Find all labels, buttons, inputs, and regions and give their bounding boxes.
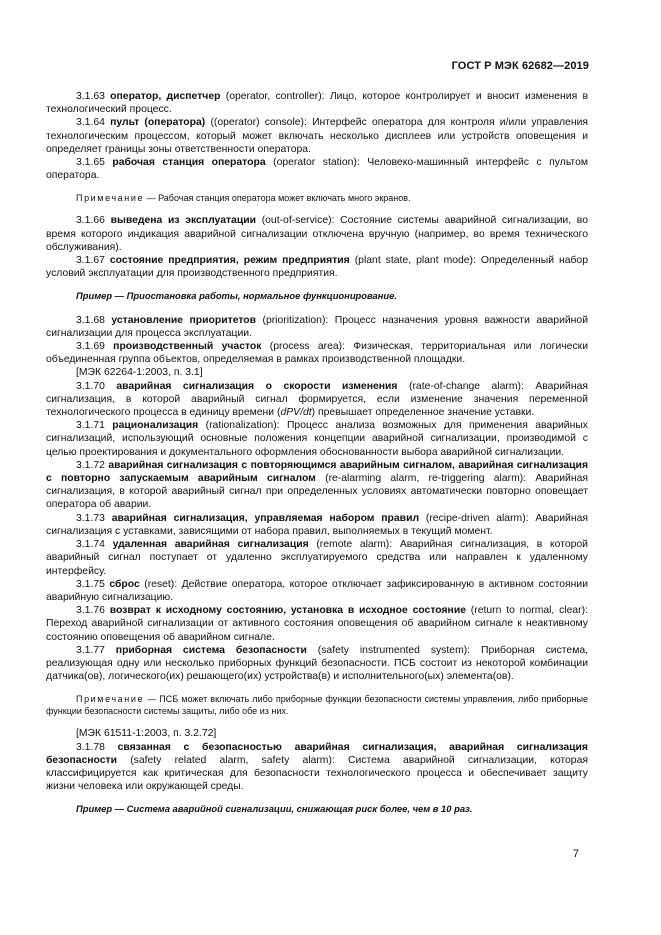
- example-1: Пример — Приостановка работы, нормальное функционирование.: [76, 290, 397, 302]
- term-name: аварийная сигнализация о скорости изменения: [116, 380, 398, 392]
- term-number: 3.1.72: [76, 459, 109, 471]
- term-number: 3.1.77: [76, 644, 116, 656]
- note-label: Примечание: [76, 193, 145, 204]
- term-entry-3-1-68: [46, 314, 588, 340]
- term-definition: (rationalization): Процесс анализа возможных для применения аварийных сигнализаций, использующий основные положения концепции аварийной сигнализации, производимой с целью проектирования и документального оформления обоснованности выбора аварийной сигнализации.: [46, 420, 588, 458]
- term-entry-3-1-73: [46, 512, 588, 538]
- term-entry-3-1-63: [46, 90, 588, 116]
- term-entry-3-1-78: [46, 741, 588, 794]
- term-number: 3.1.66: [76, 215, 111, 227]
- term-definition: (remote alarm): Аварийная сигнализация, в которой аварийный сигнал поступает от удаленно эксплуатируемого средства или направлен к удаленному интерфейсу.: [46, 539, 588, 577]
- term-number: 3.1.63: [76, 91, 111, 102]
- term-entry-3-1-69: [46, 340, 588, 366]
- term-definition: (operator, controller): Лицо, которое контролирует и вносит изменения в технологический процесс.: [46, 91, 589, 116]
- term-name: удаленная аварийная сигнализация: [112, 539, 309, 551]
- term-number: 3.1.76: [76, 605, 110, 617]
- formula: dPV/dt: [280, 407, 312, 419]
- reference-2: [МЭК 61511-1:2003, п. 3.2.72]: [76, 728, 217, 740]
- term-name: выведена из эксплуатации: [110, 215, 256, 227]
- term-definition: (plant state, plant mode): Определенный набор условий эксплуатации для производственного предприятия.: [46, 255, 588, 280]
- term-definition: (re-alarming alarm, re-triggering alarm): Аварийная сигнализация, в которой аварийный сигнал при определенных условиях автоматически повторно оповещает оператора об аварии.: [46, 473, 588, 511]
- note-label: Примечание: [76, 694, 145, 705]
- term-number: 3.1.78: [76, 741, 118, 753]
- term-number: 3.1.65: [76, 157, 113, 169]
- term-number: 3.1.71: [76, 420, 113, 432]
- term-number: 3.1.68: [76, 314, 112, 326]
- document-body: [46, 90, 588, 827]
- term-name: приборная система безопасности: [115, 644, 307, 656]
- term-definition: (out-of-service): Состояние системы аварийной сигнализации, во время которого индикация аварийной сигнализации отключена вручную (например, во время технического обслуживания).: [46, 215, 588, 253]
- term-entry-3-1-65: [46, 156, 588, 182]
- term-name: связанная с безопасностью аварийная сигнализация, аварийная сигнализация безопасности: [46, 741, 588, 766]
- term-name: аварийная сигнализация, управляемая набором правил: [111, 512, 420, 524]
- term-entry-3-1-77: [46, 644, 588, 684]
- term-definition: (recipe-driven alarm): Аварийная сигнализация с уставками, зависящими от набора правил, выполняемых в текущий момент.: [46, 512, 588, 537]
- term-number: 3.1.67: [76, 255, 110, 267]
- term-definition: (operator station): Человеко-машинный интерфейс с пультом оператора.: [46, 157, 588, 182]
- term-entry-3-1-70: [46, 380, 588, 420]
- term-definition: (safety instrumented system): Приборная система, реализующая одну или несколько приборных функций безопасности. ПСБ состоит из некоторой комбинации датчика(ов), логического(их) решающего(их) устройства(в) и исполнительного(ых) элемента(ов).: [46, 644, 588, 683]
- term-entry-3-1-66: [46, 214, 588, 254]
- note-1: [46, 192, 588, 204]
- term-definition: (safety related alarm, safety alarm): Система аварийной сигнализации, которая классифицируется как критическая для безопасности технологического процесса и обеспечивает защиту жизни человека или окружающей среды.: [46, 754, 588, 793]
- term-definition: (reset): Действие оператора, которое отключает зафиксированную в активном состоянии аварийную сигнализацию.: [46, 578, 589, 603]
- term-name: аварийная сигнализация с повторяющимся аварийным сигналом, аварийная сигнализация с повторно запускаемым аварийным сигналом: [46, 459, 589, 485]
- note-2: [46, 693, 588, 717]
- term-name: рационализация: [112, 420, 199, 432]
- term-entry-3-1-67: [46, 254, 588, 280]
- term-definition: ((operator) console): Интерфейс оператора для контроля и/или управления технологическим процессом, который может включать несколько дисплеев или устройств оповещения и определяет границы зоны ответственности оператора.: [46, 117, 589, 155]
- term-definition: (rate-of-change alarm): Аварийная сигнализация, в которой аварийный сигнал формируется, если изменение значения переменной технологического процесса в единицу времени (: [46, 380, 588, 419]
- example-2: Пример — Система аварийной сигнализации, снижающая риск более, чем в 10 раз.: [76, 803, 473, 815]
- term-name: состояние предприятия, режим предприятия: [109, 255, 350, 267]
- term-name: производственный участок: [113, 341, 262, 353]
- term-entry-3-1-75: [46, 578, 588, 604]
- term-number: 3.1.70: [76, 380, 117, 392]
- term-entry-3-1-72: [46, 459, 588, 512]
- term-number: 3.1.75: [76, 578, 110, 590]
- term-entry-3-1-64: [46, 116, 588, 156]
- term-name: возврат к исходному состоянию, установка в исходное состояние: [109, 605, 467, 617]
- term-number: 3.1.64: [76, 117, 111, 129]
- term-name: рабочая станция оператора: [112, 157, 266, 169]
- document-header: ГОСТ Р МЭК 62682—2019: [451, 60, 589, 72]
- note-text: — Рабочая станция оператора может включать много экранов.: [144, 193, 411, 204]
- term-entry-3-1-71: [46, 419, 588, 459]
- term-name: пульт (оператора): [110, 117, 206, 129]
- note-text: — ПСБ может включать либо приборные функции безопасности системы управления, либо приборные функции безопасности системы защиты, либо обе из них.: [46, 694, 588, 717]
- term-entry-3-1-76: [46, 604, 588, 644]
- term-name: установление приоритетов: [111, 314, 257, 326]
- term-definition: (process area): Физическая, территориальная или логически объединенная группа объектов, определяемая в рамках производственной площадки.: [46, 341, 588, 366]
- term-name: сброс: [109, 578, 140, 590]
- term-entry-3-1-74: [46, 538, 588, 578]
- reference-1: [МЭК 62264-1:2003, п. 3.1]: [76, 367, 203, 379]
- term-definition: (prioritization): Процесс назначения уровня важности аварийной сигнализации для процесса эксплуатации.: [46, 314, 588, 339]
- term-number: 3.1.69: [76, 341, 114, 353]
- term-number: 3.1.73: [76, 512, 112, 524]
- page-number: 7: [572, 848, 579, 860]
- term-name: оператор, диспетчер: [110, 91, 221, 102]
- term-definition: (return to normal, clear): Переход аварийной сигнализации от активного состояния оповещения об аварийном сигнале к неактивному состоянию оповещения об аварийном сигнале.: [46, 605, 588, 643]
- term-definition-end: ) превышает определенное значение уставки.: [311, 407, 535, 419]
- term-number: 3.1.74: [76, 539, 113, 551]
